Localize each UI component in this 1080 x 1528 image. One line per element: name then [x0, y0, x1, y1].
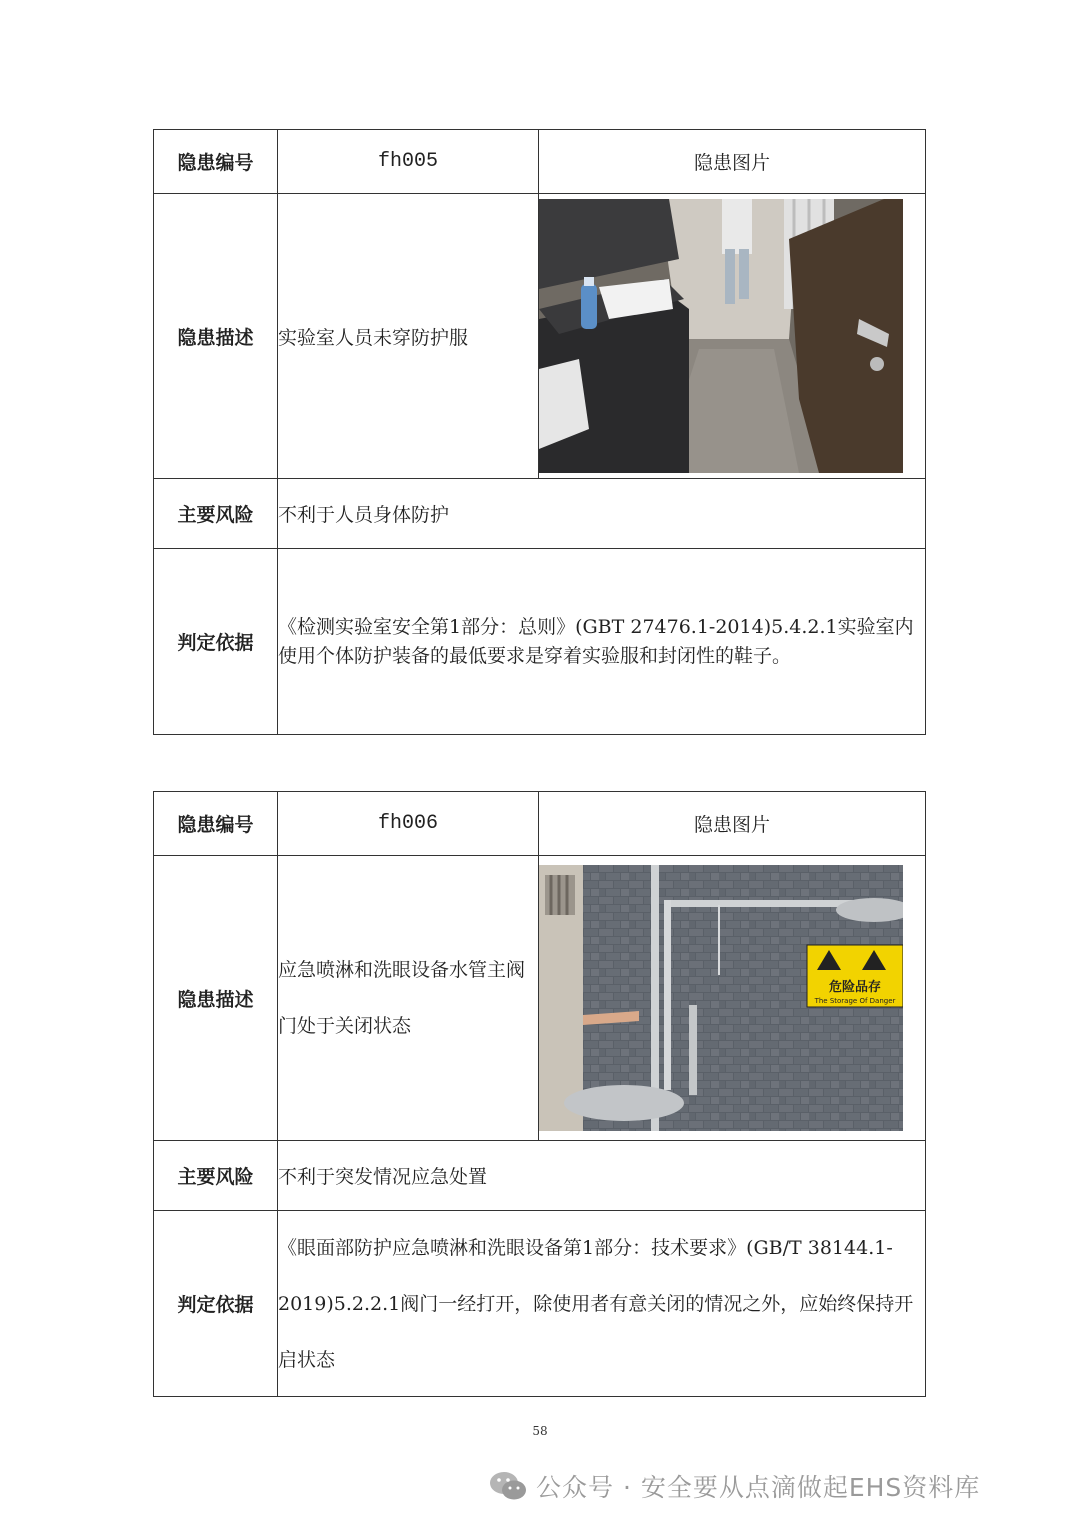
desc-text: 应急喷淋和洗眼设备水管主阀门处于关闭状态 — [278, 856, 539, 1141]
desc-label: 隐患描述 — [154, 194, 278, 479]
basis-label: 判定依据 — [154, 549, 278, 735]
photo-label: 隐患图片 — [539, 792, 926, 856]
sign-subtext: The Storage Of Danger — [814, 997, 896, 1005]
desc-label: 隐患描述 — [154, 856, 278, 1141]
hazard-photo-lab-corridor — [539, 199, 903, 473]
id-value: fh006 — [278, 792, 539, 856]
hazard-table-fh005 — [153, 129, 926, 735]
risk-text: 不利于人员身体防护 — [278, 479, 926, 549]
basis-label: 判定依据 — [154, 1211, 278, 1397]
watermark-text: 公众号 · 安全要从点滴做起EHS资料库 — [536, 1473, 981, 1502]
wechat-icon — [488, 1469, 528, 1503]
photo-cell — [539, 856, 926, 1141]
page-number: 58 — [532, 1424, 548, 1438]
basis-text: 《检测实验室安全第1部分：总则》(GBT 27476.1-2014)5.4.2.1实验室内使用个体防护装备的最低要求是穿着实验服和封闭性的鞋子。 — [278, 549, 926, 735]
id-label: 隐患编号 — [154, 130, 278, 194]
sign-text: 危险品存 — [828, 980, 882, 995]
id-label: 隐患编号 — [154, 792, 278, 856]
id-value: fh005 — [278, 130, 539, 194]
risk-text: 不利于突发情况应急处置 — [278, 1141, 926, 1211]
risk-label: 主要风险 — [154, 479, 278, 549]
desc-text: 实验室人员未穿防护服 — [278, 194, 539, 479]
basis-text: 《眼面部防护应急喷淋和洗眼设备第1部分：技术要求》(GB/T 38144.1-2019)5.2.2.1阀门一经打开，除使用者有意关闭的情况之外，应始终保持开启状态 — [278, 1211, 926, 1397]
watermark — [488, 1466, 980, 1506]
photo-cell — [539, 194, 926, 479]
hazard-photo-eyewash-station — [539, 865, 903, 1131]
risk-label: 主要风险 — [154, 1141, 278, 1211]
photo-label: 隐患图片 — [539, 130, 926, 194]
hazard-table-fh006 — [153, 791, 926, 1397]
